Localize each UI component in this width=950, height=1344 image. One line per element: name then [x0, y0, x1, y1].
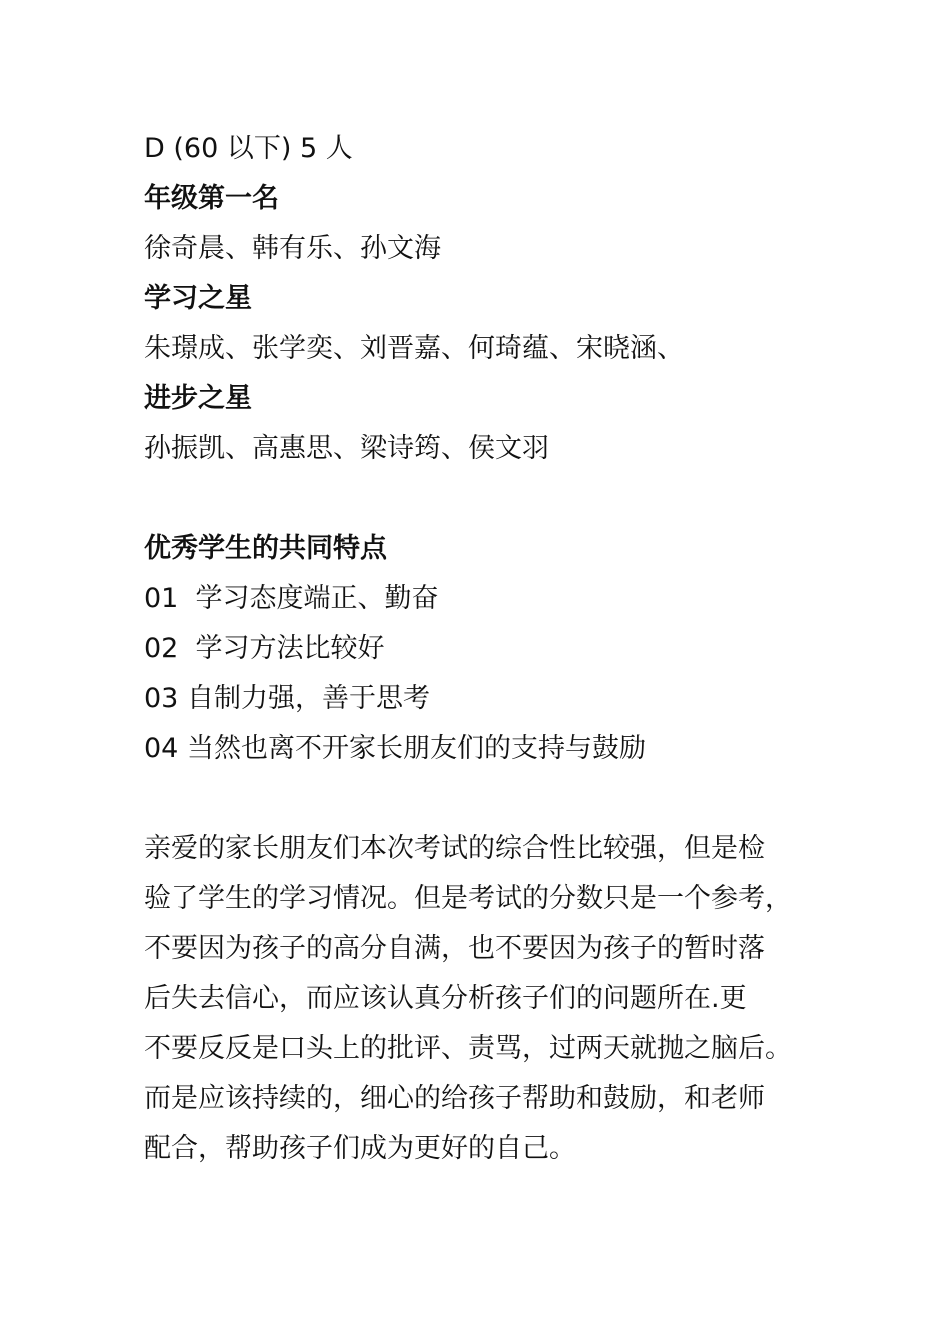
trait-item: 03 自制力强，善于思考: [144, 683, 430, 714]
section-heading-study-star: 学习之星: [144, 283, 252, 314]
closing-line: 验了学生的学习情况。但是考试的分数只是一个参考，: [144, 883, 792, 914]
section-heading-top-of-grade: 年级第一名: [144, 183, 279, 214]
section-names-top-of-grade: 徐奇晨、韩有乐、孙文海: [144, 233, 441, 264]
spacer: [144, 774, 844, 824]
trait-item: 02 学习方法比较好: [144, 633, 385, 664]
document-page: [144, 124, 844, 1174]
section-names-progress-star: 孙振凯、高惠思、梁诗筠、侯文羽: [144, 433, 549, 464]
section-names-study-star: 朱璟成、张学奕、刘晋嘉、何琦蕴、宋晓涵、: [144, 333, 684, 364]
closing-line: 配合，帮助孩子们成为更好的自己。: [144, 1133, 576, 1164]
spacer: [144, 474, 844, 524]
section-heading-progress-star: 进步之星: [144, 383, 252, 414]
trait-item: 04 当然也离不开家长朋友们的支持与鼓励: [144, 733, 646, 764]
traits-heading: 优秀学生的共同特点: [144, 533, 387, 564]
grade-d-count: D (60 以下) 5 人: [144, 133, 353, 164]
closing-line: 而是应该持续的，细心的给孩子帮助和鼓励，和老师: [144, 1083, 765, 1114]
closing-line: 亲爱的家长朋友们本次考试的综合性比较强，但是检: [144, 833, 765, 864]
closing-line: 后失去信心，而应该认真分析孩子们的问题所在.更: [144, 983, 747, 1014]
closing-paragraph: [144, 824, 834, 1174]
closing-line: 不要反反是口头上的批评、责骂，过两天就抛之脑后。: [144, 1033, 792, 1064]
trait-item: 01 学习态度端正、勤奋: [144, 583, 439, 614]
closing-line: 不要因为孩子的高分自满，也不要因为孩子的暂时落: [144, 933, 765, 964]
